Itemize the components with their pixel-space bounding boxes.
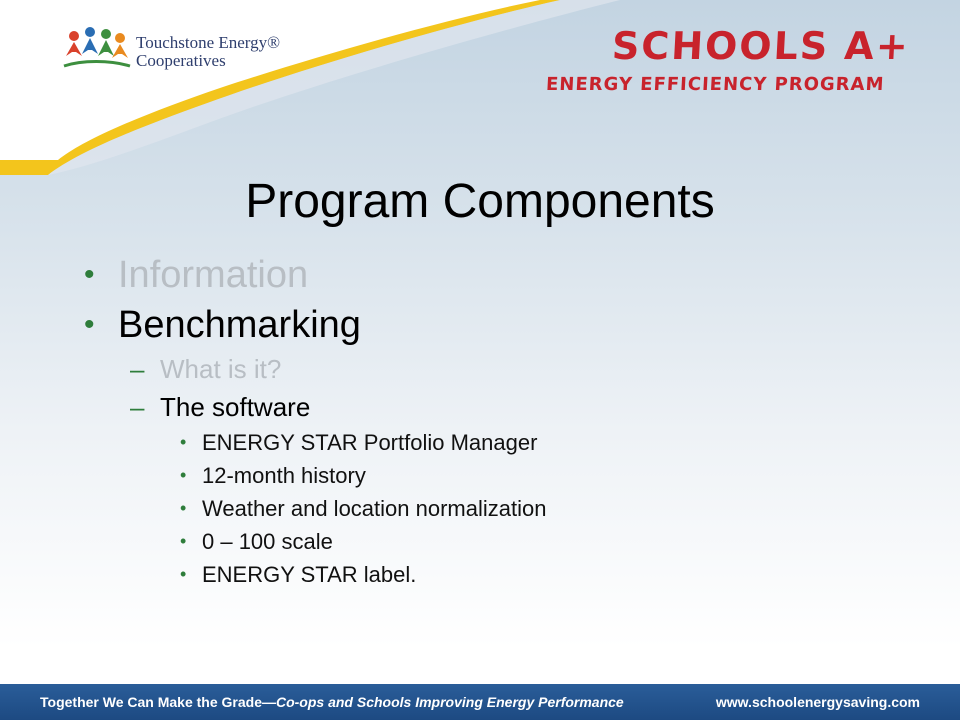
detail-item: [84, 558, 884, 591]
tse-line1: Touchstone Energy®: [136, 33, 281, 52]
detail-item: [84, 459, 884, 492]
slide-content: [84, 250, 884, 591]
bullet-dot: •: [180, 465, 187, 485]
bullet-dot: •: [180, 531, 187, 551]
schools-a-plus-logo: [544, 24, 911, 104]
sub-bullet-text: The software: [160, 392, 311, 422]
detail-text: ENERGY STAR label.: [202, 562, 417, 587]
detail-text: 0 – 100 scale: [202, 529, 333, 554]
detail-text: Weather and location normalization: [202, 496, 547, 521]
detail-item: [84, 492, 884, 525]
footer-tagline-italic: Co-ops and Schools Improving Energy Performance: [275, 694, 624, 710]
bullet-dot: •: [84, 258, 95, 291]
bullet-information: [84, 250, 884, 300]
footer-tagline-main: Together We Can Make the Grade—: [40, 694, 276, 710]
touchstone-energy-logo: [62, 22, 292, 78]
page-title: Program Components: [245, 175, 715, 228]
dash-marker: –: [130, 392, 145, 422]
footer-tagline: [40, 694, 624, 710]
bullet-dot: •: [84, 308, 95, 341]
schools-logo-title: SCHOOLS A+: [610, 24, 911, 68]
sub-bullet-what-is-it: [84, 350, 884, 388]
tse-logo-text: [136, 34, 280, 70]
tse-line2: Cooperatives: [136, 51, 226, 70]
detail-item: [84, 525, 884, 558]
footer-website-link[interactable]: www.schoolenergysaving.com: [715, 694, 920, 710]
detail-item: [84, 426, 884, 459]
footer-bar: [0, 684, 960, 720]
bullet-dot: •: [180, 432, 187, 452]
bullet-dot: •: [180, 564, 187, 584]
detail-text: ENERGY STAR Portfolio Manager: [202, 430, 538, 455]
sub-bullet-text: What is it?: [160, 354, 282, 384]
bullet-text: Benchmarking: [118, 304, 361, 346]
detail-text: 12-month history: [202, 463, 366, 488]
dash-marker: –: [130, 354, 145, 384]
bullet-benchmarking: [84, 300, 884, 350]
people-figures-icon: [62, 22, 132, 78]
bullet-dot: •: [180, 498, 187, 518]
sub-bullet-the-software: [84, 388, 884, 426]
schools-logo-subtitle: ENERGY EFFICIENCY PROGRAM: [545, 74, 885, 95]
bullet-text: Information: [118, 254, 309, 296]
